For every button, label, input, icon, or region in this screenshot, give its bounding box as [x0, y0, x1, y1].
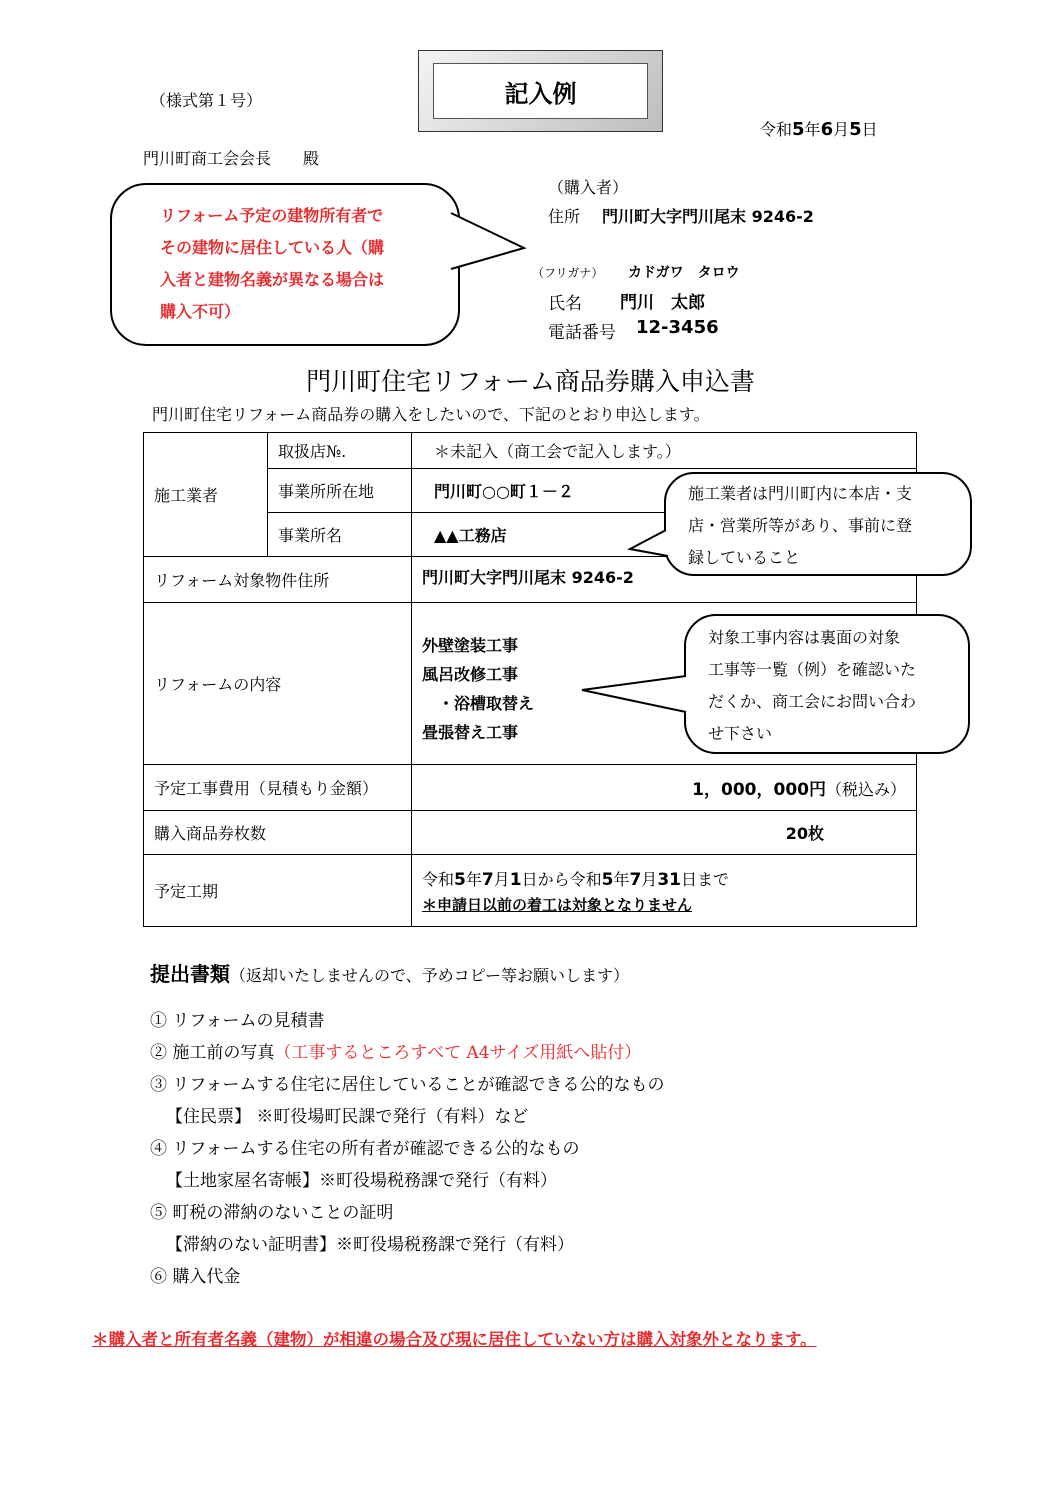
form-title: 門川町住宅リフォーム商品券購入申込書	[306, 367, 755, 396]
owner-callout-line: リフォーム予定の建物所有者で	[160, 206, 384, 225]
document-item-6: ⑥ 購入代金	[150, 1267, 241, 1287]
table-row	[144, 855, 917, 927]
content-label: リフォームの内容	[144, 603, 412, 765]
property-address-label: リフォーム対象物件住所	[144, 557, 412, 603]
cost-value: 1，000，000円	[692, 780, 826, 800]
document-item-2-text: ② 施工前の写真	[150, 1043, 275, 1063]
date-year-unit: 年	[804, 120, 821, 139]
example-label: 記入例	[433, 63, 648, 119]
store-no-label: 取扱店№.	[268, 433, 412, 469]
example-label-box	[418, 50, 663, 132]
document-item-2	[150, 1038, 641, 1063]
owner-callout-line: 購入不可）	[160, 302, 241, 321]
period-unit: 年	[465, 869, 482, 889]
office-address-value: 門川町○○町１－２	[412, 469, 917, 513]
date-era: 令和	[760, 120, 793, 139]
content-callout-line: 対象工事内容は裏面の対象	[708, 628, 901, 647]
table-row	[144, 765, 917, 811]
content-callout-line: 工事等一覧（例）を確認いた	[708, 660, 917, 679]
period-unit: 年	[613, 869, 630, 889]
document-item-5-sub: 【滞納のない証明書】※町役場税務課で発行（有料）	[166, 1235, 574, 1255]
period-end-year: 5	[601, 869, 614, 890]
phone-value: 12-3456	[636, 317, 719, 338]
name-label: 氏名	[548, 294, 582, 314]
document-item-2-note: （工事するところすべて A4サイズ用紙へ貼付）	[274, 1043, 642, 1063]
eligibility-warning: ＊購入者と所有者名義（建物）が相違の場合及び現に居住していない方は購入対象外となります。	[92, 1330, 817, 1349]
period-start-year: 5	[454, 869, 466, 890]
documents-heading-row	[150, 958, 629, 987]
office-name-value: ▲▲工務店	[412, 513, 917, 557]
period-unit: 月	[493, 869, 510, 889]
contractor-callout-line: 店・営業所等があり、事前に登	[688, 516, 913, 535]
owner-callout-line: 入者と建物名義が異なる場合は	[160, 270, 385, 289]
vouchers-value: 20枚	[412, 811, 917, 855]
furigana-value: カドガワ タロウ	[628, 265, 740, 281]
table-row	[144, 433, 917, 469]
vouchers-label: 購入商品券枚数	[144, 811, 412, 855]
owner-callout-text	[160, 200, 384, 328]
cost-label: 予定工事費用（見積もり金額）	[144, 765, 412, 811]
contractor-label: 施工業者	[144, 433, 268, 557]
content-callout-line: せ下さい	[708, 724, 773, 743]
store-no-value: ＊未記入（商工会で記入します。）	[412, 433, 917, 469]
form-intro: 門川町住宅リフォーム商品券の購入をしたいので、下記のとおり申込します。	[152, 405, 710, 424]
document-item-3-sub: 【住民票】 ※町役場町民課で発行（有料）など	[166, 1107, 529, 1127]
period-era: 令和	[422, 869, 455, 889]
content-line: 外壁塗装工事	[422, 635, 519, 655]
content-line: ・浴槽取替え	[422, 693, 535, 713]
document-item-4: ④ リフォームする住宅の所有者が確認できる公的なもの	[150, 1139, 580, 1159]
phone-label: 電話番号	[548, 323, 616, 343]
furigana-label: （フリガナ）	[532, 266, 604, 280]
documents-heading: 提出書類	[150, 962, 230, 986]
date-month-unit: 月	[833, 120, 850, 139]
cost-cell	[412, 765, 917, 811]
period-label: 予定工期	[144, 855, 412, 927]
content-callout-pointer	[580, 672, 690, 732]
address-value: 門川町大字門川尾末 9246-2	[602, 207, 814, 226]
addressee: 門川町商工会会長 殿	[143, 149, 320, 168]
content-callout-line: だくか、商工会にお問い合わ	[708, 692, 917, 711]
form-number: （様式第１号）	[150, 91, 263, 110]
office-name-label: 事業所名	[268, 513, 412, 557]
period-unit: 月	[641, 869, 658, 889]
purchaser-heading: （購入者）	[548, 178, 629, 197]
content-line: 風呂改修工事	[422, 664, 519, 684]
name-value: 門川 太郎	[620, 293, 705, 313]
content-callout-text	[708, 622, 916, 750]
content-line: 畳張替え工事	[422, 722, 519, 742]
table-row	[144, 811, 917, 855]
document-item-5: ⑤ 町税の滞納のないことの証明	[150, 1203, 394, 1223]
owner-callout-line: その建物に居住している人（購	[160, 238, 385, 257]
owner-callout-pointer	[450, 205, 530, 285]
period-cell	[412, 855, 917, 927]
address-label: 住所	[548, 207, 581, 226]
application-date	[760, 117, 878, 140]
period-end-month: 7	[629, 869, 642, 890]
date-month: 6	[820, 119, 834, 140]
period-start-day: 1	[509, 869, 522, 890]
period-unit: 日から令和	[521, 869, 602, 889]
document-item-1: ① リフォームの見積書	[150, 1011, 325, 1031]
period-end-day: 31	[657, 869, 681, 890]
date-year: 5	[792, 119, 805, 140]
documents-heading-note: （返却いたしませんので、予めコピー等お願いします）	[230, 966, 630, 985]
document-item-3: ③ リフォームする住宅に居住していることが確認できる公的なもの	[150, 1075, 665, 1095]
period-start-month: 7	[481, 869, 494, 890]
period-unit: 日まで	[680, 869, 729, 889]
period-note: ＊申請日以前の着工は対象となりません	[422, 895, 693, 914]
period-range	[422, 867, 906, 890]
contractor-callout-text	[688, 478, 912, 574]
document-item-4-sub: 【土地家屋名寄帳】※町役場税務課で発行（有料）	[166, 1171, 557, 1191]
date-day-unit: 日	[861, 120, 878, 139]
date-day: 5	[849, 119, 862, 140]
contractor-callout-pointer	[628, 527, 688, 567]
contractor-callout-line: 施工業者は門川町内に本店・支	[688, 484, 913, 503]
property-address-value: 門川町大字門川尾末 9246-2	[412, 557, 917, 603]
cost-note: （税込み）	[825, 780, 906, 799]
contractor-callout-line: 録していること	[688, 548, 801, 567]
office-address-label: 事業所所在地	[268, 469, 412, 513]
